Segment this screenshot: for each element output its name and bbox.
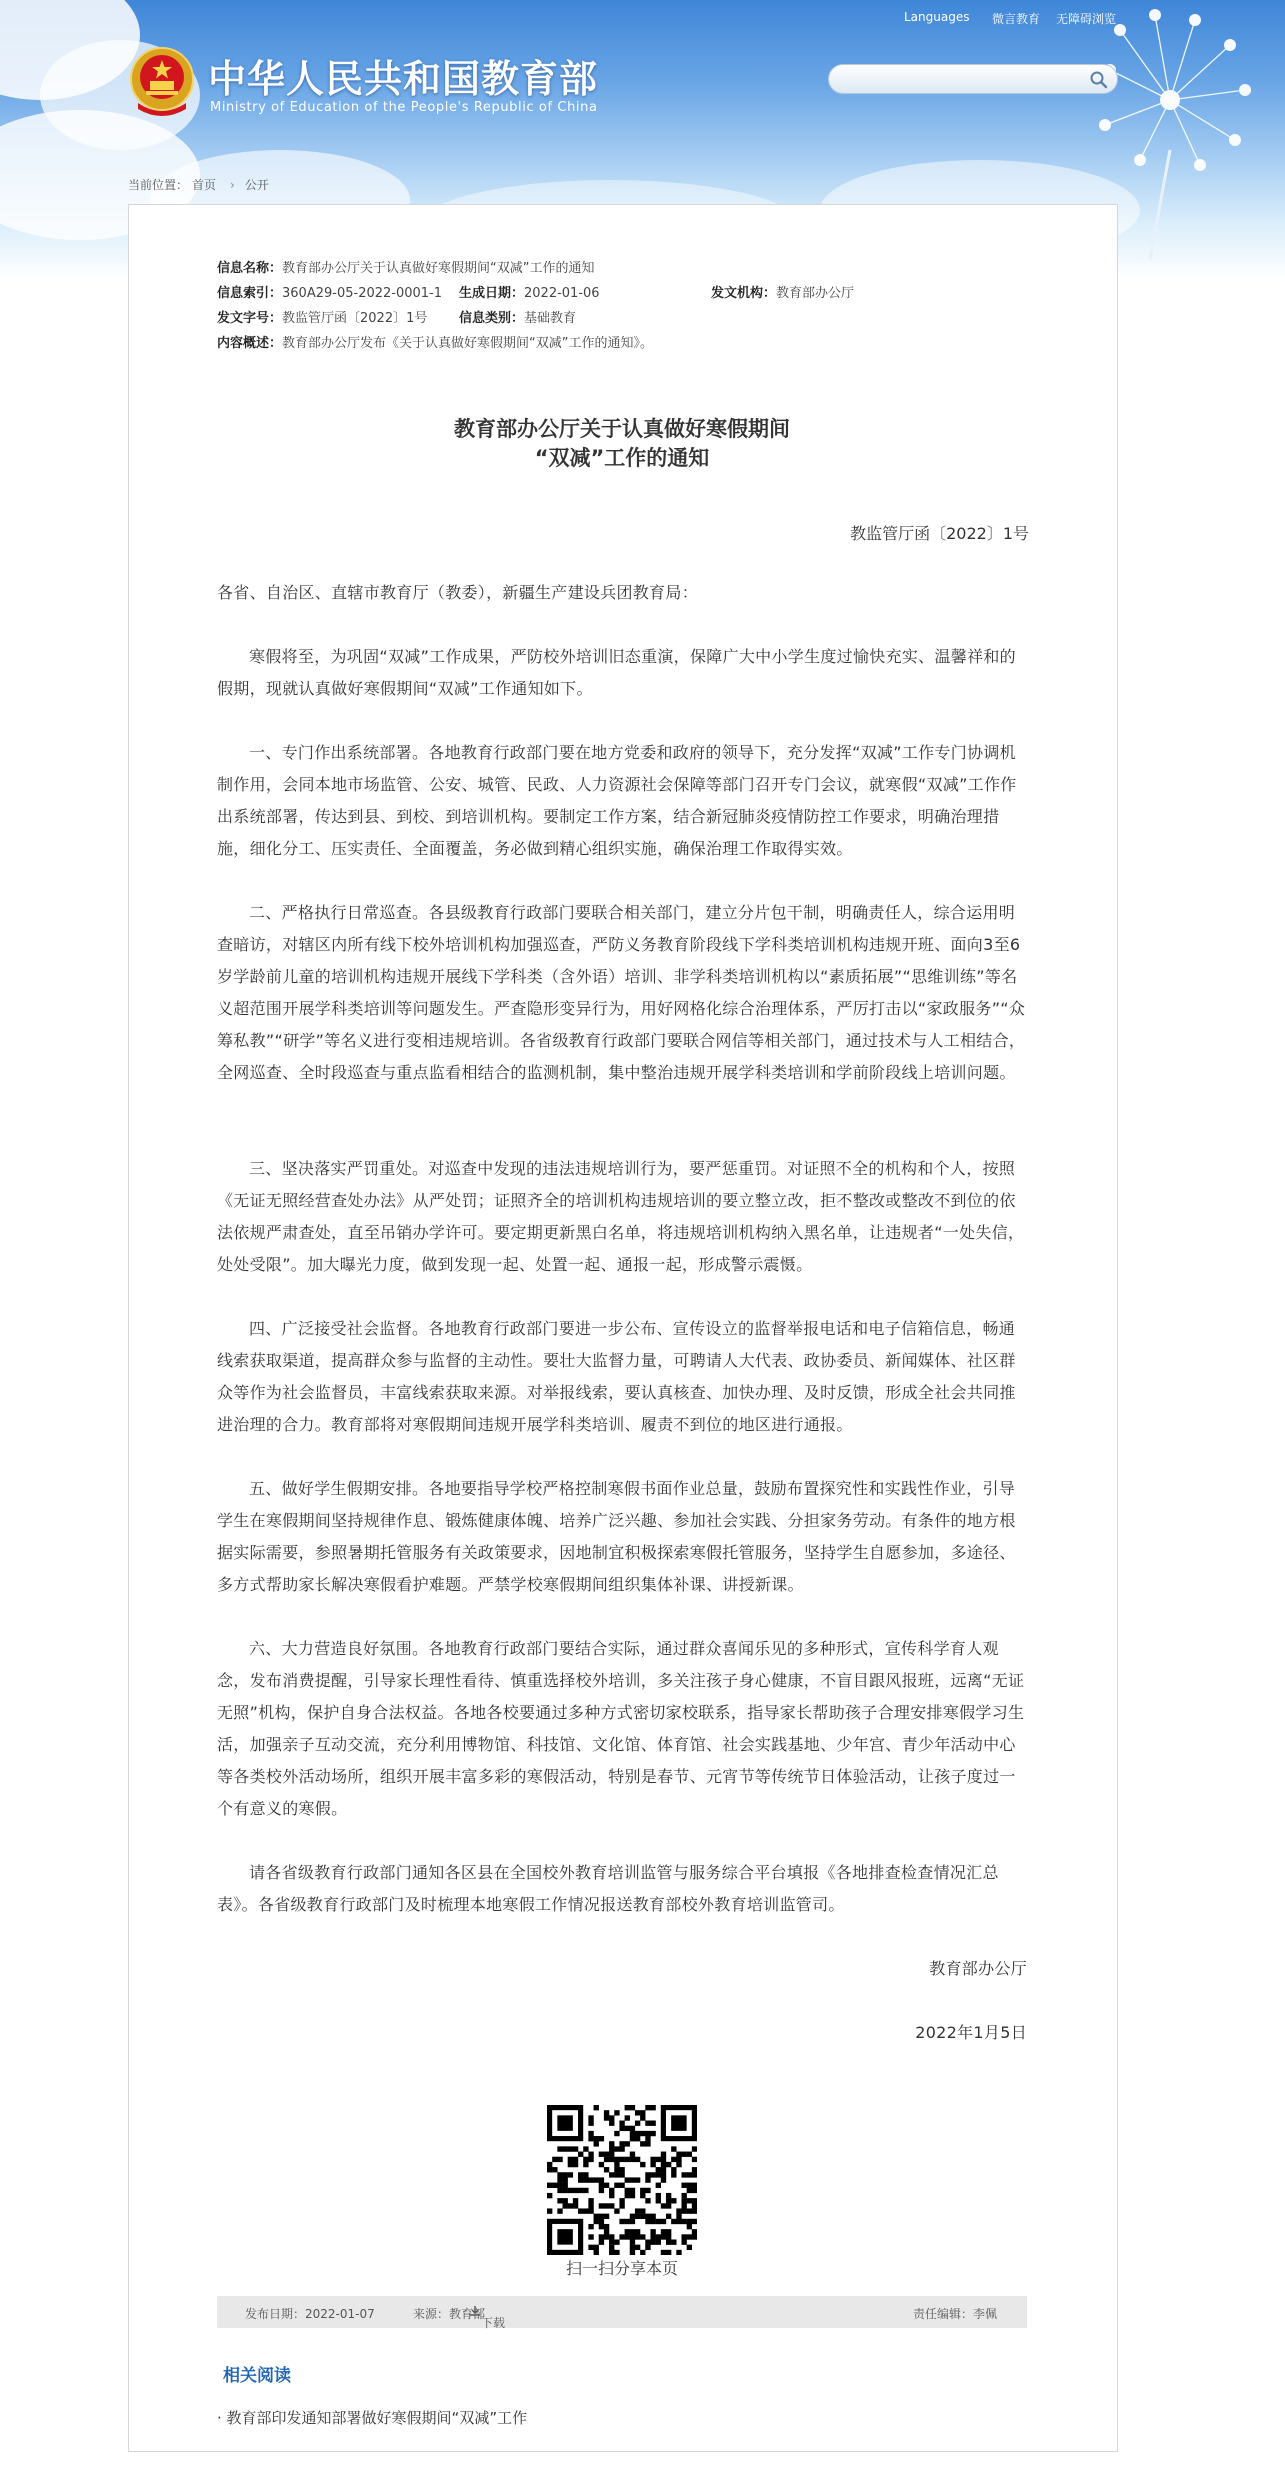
download-icon — [469, 2305, 481, 2317]
download-label[interactable]: 下载 — [481, 2316, 506, 2330]
paragraph-6: 六、大力营造良好氛围。各地教育行政部门要结合实际，通过群众喜闻乐见的多种形式，宣传科学育人观念，发布消费提醒，引导家长理性看待、慎重选择校外培训，多关注孩子身心健康，不盲目跟风报班，远离“无证无照”机构，保护自身合法权益。各地各校要通过多种方式密切家校联系，指导家长帮助孩子合理安排寒假学习生活，加强亲子互动交流，充分利用博物馆、科技馆、文化馆、体育馆、社会实践基地、少年宫、青少年活动中心等各类校外活动场所，组织开展丰富多彩的寒假活动，特别是春节、元宵节等传统节日体验活动，让孩子度过一个有意义的寒假。 — [217, 1639, 1025, 1818]
weiyan-link[interactable]: 微言教育 — [992, 12, 1041, 26]
meta-summary-label: 内容概述： — [217, 336, 283, 351]
meta-category-label: 信息类别： — [459, 311, 525, 326]
national-emblem-icon[interactable] — [128, 45, 196, 117]
meta-agency-label: 发文机构： — [711, 286, 777, 301]
meta-category-value: 基础教育 — [524, 311, 577, 326]
signature: 教育部办公厅 — [929, 1959, 1027, 1978]
meta-date-value: 2022-01-06 — [524, 286, 600, 301]
article-footer — [217, 2296, 1027, 2328]
qr-code-icon — [547, 2105, 697, 2255]
related-item-link[interactable]: 教育部印发通知部署做好寒假期间“双减”工作 — [226, 2409, 528, 2427]
paragraph-1: 一、专门作出系统部署。各地教育行政部门要在地方党委和政府的领导下，充分发挥“双减”工作专门协调机制作用，会同本地市场监管、公安、城管、民政、人力资源社会保障等部门召开专门会议，就寒假“双减”工作作出系统部署，传达到县、到校、到培训机构。要制定工作方案，结合新冠肺炎疫情防控工作要求，明确治理措施，细化分工、压实责任、全面覆盖，务必做到精心组织实施，确保治理工作取得实效。 — [217, 743, 1017, 858]
paragraph-2: 二、严格执行日常巡查。各县级教育行政部门要联合相关部门，建立分片包干制，明确责任人，综合运用明查暗访，对辖区内所有线下校外培训机构加强巡查，严防义务教育阶段线下学科类培训机构违规开班、面向3至6岁学龄前儿童的培训机构违规开展线下学科类（含外语）培训、非学科类培训机构以“素质拓展”“思维训练”等名义超范围开展学科类培训等问题发生。严查隐形变异行为，用好网格化综合治理体系，严厉打击以“家政服务”“众筹私教”“研学”等名义进行变相违规培训。各省级教育行政部门要联合网信等相关部门，通过技术与人工相结合，全网巡查、全时段巡查与重点监看相结合的监测机制，集中整治违规开展学科类培训和学前阶段线上培训问题。 — [217, 903, 1026, 1082]
issue-date: 2022年1月5日 — [915, 2023, 1027, 2042]
top-links — [900, 8, 1130, 28]
document-number: 教监管厅函〔2022〕1号 — [850, 524, 1029, 543]
meta-date-label: 生成日期： — [459, 286, 525, 301]
paragraph-4: 四、广泛接受社会监督。各地教育行政部门要进一步公布、宣传设立的监督举报电话和电子信箱信息，畅通线索获取渠道，提高群众参与监督的主动性。要壮大监督力量，可聘请人大代表、政协委员、新闻媒体、社区群众等作为社会监督员，丰富线索获取来源。对举报线索，要认真核查、加快办理、及时反馈，形成全社会共同推进治理的合力。教育部将对寒假期间违规开展学科类培训、履责不到位的地区进行通报。 — [217, 1319, 1016, 1434]
article-title-line2: “双减”工作的通知 — [534, 446, 710, 470]
paragraph-intro: 寒假将至，为巩固“双减”工作成果，严防校外培训旧态重演，保障广大中小学生度过愉快充实、温馨祥和的假期，现就认真做好寒假期间“双减”工作通知如下。 — [217, 647, 1016, 698]
search-input[interactable] — [843, 69, 1073, 89]
meta-index-value: 360A29-05-2022-0001-1 — [282, 286, 443, 301]
bullet: · — [217, 2409, 227, 2427]
meta-name-label: 信息名称： — [217, 261, 283, 276]
download-link[interactable] — [469, 2305, 506, 2330]
breadcrumb-public[interactable]: 公开 — [244, 178, 269, 192]
paragraph-closing: 请各省级教育行政部门通知各区县在全国校外教育培训监管与服务综合平台填报《各地排查检查情况汇总表》。各省级教育行政部门及时梳理本地寒假工作情况报送教育部校外教育培训监管司。 — [217, 1863, 999, 1914]
meta-name-value: 教育部办公厅关于认真做好寒假期间“双减”工作的通知 — [282, 261, 595, 276]
publish-date: 发布日期：2022-01-07 — [245, 2307, 375, 2321]
breadcrumb — [128, 176, 273, 193]
article-container — [128, 204, 1118, 2452]
meta-agency-value: 教育部办公厅 — [776, 286, 855, 301]
chevron-right-icon: › — [230, 178, 235, 192]
related-reading-title: 相关阅读 — [223, 2366, 291, 2386]
meta-docnum-value: 教监管厅函〔2022〕1号 — [282, 311, 428, 326]
languages-link[interactable]: Languages — [904, 10, 970, 24]
breadcrumb-label: 当前位置： — [128, 178, 189, 192]
article-title — [217, 415, 1027, 473]
search-box — [828, 64, 1118, 94]
paragraph-3: 三、坚决落实严罚重处。对巡查中发现的违法违规培训行为，要严惩重罚。对证照不全的机构和个人，按照《无证无照经营查处办法》从严处罚；证照齐全的培训机构违规培训的要立整立改，拒不整改或整改不到位的依法依规严肃查处，直至吊销办学许可。要定期更新黑白名单，将违规培训机构纳入黑名单，让违规者“一处失信，处处受限”。加大曝光力度，做到发现一起、处置一起、通报一起，形成警示震慑。 — [217, 1159, 1025, 1274]
accessibility-link[interactable]: 无障碍浏览 — [1056, 12, 1117, 26]
search-icon[interactable] — [1089, 70, 1109, 90]
meta-docnum-label: 发文字号： — [217, 311, 283, 326]
breadcrumb-home[interactable]: 首页 — [192, 178, 217, 192]
paragraph-5: 五、做好学生假期安排。各地要指导学校严格控制寒假书面作业总量，鼓励布置探究性和实践性作业，引导学生在寒假期间坚持规律作息、锻炼健康体魄、培养广泛兴趣、参加社会实践、分担家务劳动。有条件的地方根据实际需要，参照暑期托管服务有关政策要求，因地制宜积极探索寒假托管服务，坚持学生自愿参加，多途径、多方式帮助家长解决寒假看护难题。严禁学校寒假期间组织集体补课、讲授新课。 — [217, 1479, 1016, 1594]
salutation: 各省、自治区、直辖市教育厅（教委），新疆生产建设兵团教育局： — [217, 583, 699, 602]
related-item[interactable] — [217, 2407, 527, 2428]
meta-summary-value: 教育部办公厅发布《关于认真做好寒假期间“双减”工作的通知》。 — [282, 336, 653, 351]
site-subtitle: Ministry of Education of the People's Republic of China — [210, 100, 598, 115]
source: 来源：教育部 — [413, 2307, 486, 2321]
article-title-line1: 教育部办公厅关于认真做好寒假期间 — [454, 417, 790, 441]
site-title[interactable]: 中华人民共和国教育部 — [208, 57, 599, 101]
editor: 责任编辑：李佩 — [912, 2307, 997, 2321]
qr-caption: 扫一扫分享本页 — [565, 2259, 678, 2278]
meta-index-label: 信息索引： — [217, 286, 283, 301]
